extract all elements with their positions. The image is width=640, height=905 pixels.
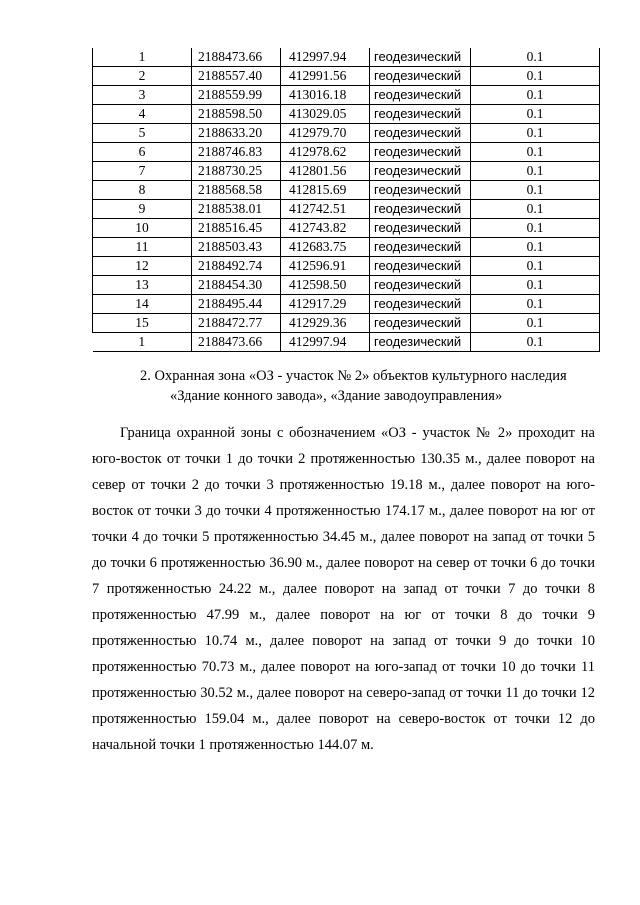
accuracy-cell: 0.1 (471, 67, 600, 86)
x-coordinate-cell: 2188503.43 (192, 238, 281, 257)
section-heading-line1: 2. Охранная зона «ОЗ - участок № 2» объектов культурного наследия (140, 368, 567, 384)
point-number-cell: 14 (93, 295, 192, 314)
y-coordinate-cell: 412801.56 (281, 162, 370, 181)
table-row (93, 67, 600, 86)
method-cell: геодезический (370, 200, 471, 219)
y-coordinate-cell: 412598.50 (281, 276, 370, 295)
table-row (93, 48, 600, 67)
point-number-cell: 1 (93, 48, 192, 67)
accuracy-cell: 0.1 (471, 219, 600, 238)
table-row (93, 143, 600, 162)
y-coordinate-cell: 412917.29 (281, 295, 370, 314)
x-coordinate-cell: 2188730.25 (192, 162, 281, 181)
accuracy-cell: 0.1 (471, 276, 600, 295)
method-cell: геодезический (370, 143, 471, 162)
y-coordinate-cell: 412997.94 (281, 48, 370, 67)
method-cell: геодезический (370, 105, 471, 124)
section-heading (140, 366, 610, 406)
method-cell: геодезический (370, 333, 471, 352)
x-coordinate-cell: 2188472.77 (192, 314, 281, 333)
x-coordinate-cell: 2188495.44 (192, 295, 281, 314)
table-row (93, 276, 600, 295)
point-number-cell: 10 (93, 219, 192, 238)
accuracy-cell: 0.1 (471, 181, 600, 200)
table-row (93, 162, 600, 181)
table-row (93, 124, 600, 143)
point-number-cell: 5 (93, 124, 192, 143)
point-number-cell: 11 (93, 238, 192, 257)
point-number-cell: 4 (93, 105, 192, 124)
method-cell: геодезический (370, 219, 471, 238)
coordinates-table-body (93, 48, 600, 352)
point-number-cell: 15 (93, 314, 192, 333)
accuracy-cell: 0.1 (471, 48, 600, 67)
y-coordinate-cell: 412929.36 (281, 314, 370, 333)
y-coordinate-cell: 412978.62 (281, 143, 370, 162)
x-coordinate-cell: 2188492.74 (192, 257, 281, 276)
point-number-cell: 1 (93, 333, 192, 352)
point-number-cell: 3 (93, 86, 192, 105)
point-number-cell: 6 (93, 143, 192, 162)
point-number-cell: 8 (93, 181, 192, 200)
x-coordinate-cell: 2188473.66 (192, 333, 281, 352)
accuracy-cell: 0.1 (471, 314, 600, 333)
coordinates-table (92, 48, 600, 352)
accuracy-cell: 0.1 (471, 257, 600, 276)
y-coordinate-cell: 412997.94 (281, 333, 370, 352)
x-coordinate-cell: 2188557.40 (192, 67, 281, 86)
x-coordinate-cell: 2188598.50 (192, 105, 281, 124)
accuracy-cell: 0.1 (471, 295, 600, 314)
y-coordinate-cell: 412979.70 (281, 124, 370, 143)
y-coordinate-cell: 413016.18 (281, 86, 370, 105)
accuracy-cell: 0.1 (471, 105, 600, 124)
method-cell: геодезический (370, 181, 471, 200)
method-cell: геодезический (370, 162, 471, 181)
point-number-cell: 7 (93, 162, 192, 181)
table-row (93, 86, 600, 105)
method-cell: геодезический (370, 276, 471, 295)
method-cell: геодезический (370, 48, 471, 67)
point-number-cell: 12 (93, 257, 192, 276)
accuracy-cell: 0.1 (471, 238, 600, 257)
y-coordinate-cell: 412743.82 (281, 219, 370, 238)
table-row (93, 181, 600, 200)
boundary-description: Граница охранной зоны с обозначением «ОЗ - участок № 2» проходит на юго-восток от точки 1 до точки 2 протяженностью 130.35 м., далее поворот на север от точки 2 до точки 3 протяженностью 19.18 м., далее поворот на юго-восток от точки 3 до точки 4 протяженностью 174.17 м., далее поворот на юг от точки 4 до точки 5 протяженностью 34.45 м., далее поворот на запад от точки 5 до точки 6 протяженностью 36.90 м., далее поворот на север от точки 6 до точки 7 протяженностью 24.22 м., далее поворот на запад от точки 7 до точки 8 протяженностью 47.99 м., далее поворот на юг от точки 8 до точки 9 протяженностью 10.74 м., далее поворот на запад от точки 9 до точки 10 протяженностью 70.73 м., далее поворот на юго-запад от точки 10 до точки 11 протяженностью 30.52 м., далее поворот на северо-запад от точки 11 до точки 12 протяженностью 159.04 м., далее поворот на северо-восток от точки 12 до начальной точки 1 протяженностью 144.07 м. (92, 425, 595, 753)
method-cell: геодезический (370, 257, 471, 276)
accuracy-cell: 0.1 (471, 200, 600, 219)
x-coordinate-cell: 2188516.45 (192, 219, 281, 238)
method-cell: геодезический (370, 238, 471, 257)
method-cell: геодезический (370, 295, 471, 314)
accuracy-cell: 0.1 (471, 143, 600, 162)
x-coordinate-cell: 2188746.83 (192, 143, 281, 162)
method-cell: геодезический (370, 67, 471, 86)
x-coordinate-cell: 2188633.20 (192, 124, 281, 143)
x-coordinate-cell: 2188538.01 (192, 200, 281, 219)
y-coordinate-cell: 413029.05 (281, 105, 370, 124)
point-number-cell: 9 (93, 200, 192, 219)
table-row (93, 200, 600, 219)
point-number-cell: 13 (93, 276, 192, 295)
y-coordinate-cell: 412991.56 (281, 67, 370, 86)
y-coordinate-cell: 412683.75 (281, 238, 370, 257)
method-cell: геодезический (370, 124, 471, 143)
y-coordinate-cell: 412596.91 (281, 257, 370, 276)
table-row (93, 314, 600, 333)
table-row (93, 105, 600, 124)
x-coordinate-cell: 2188454.30 (192, 276, 281, 295)
point-number-cell: 2 (93, 67, 192, 86)
x-coordinate-cell: 2188559.99 (192, 86, 281, 105)
x-coordinate-cell: 2188473.66 (192, 48, 281, 67)
accuracy-cell: 0.1 (471, 86, 600, 105)
table-row (93, 219, 600, 238)
x-coordinate-cell: 2188568.58 (192, 181, 281, 200)
accuracy-cell: 0.1 (471, 333, 600, 352)
y-coordinate-cell: 412815.69 (281, 181, 370, 200)
section-heading-line2: «Здание конного завода», «Здание заводоуправления» (170, 388, 503, 404)
method-cell: геодезический (370, 86, 471, 105)
table-row (93, 257, 600, 276)
table-row (93, 333, 600, 352)
table-row (93, 295, 600, 314)
accuracy-cell: 0.1 (471, 124, 600, 143)
table-row (93, 238, 600, 257)
method-cell: геодезический (370, 314, 471, 333)
accuracy-cell: 0.1 (471, 162, 600, 181)
y-coordinate-cell: 412742.51 (281, 200, 370, 219)
